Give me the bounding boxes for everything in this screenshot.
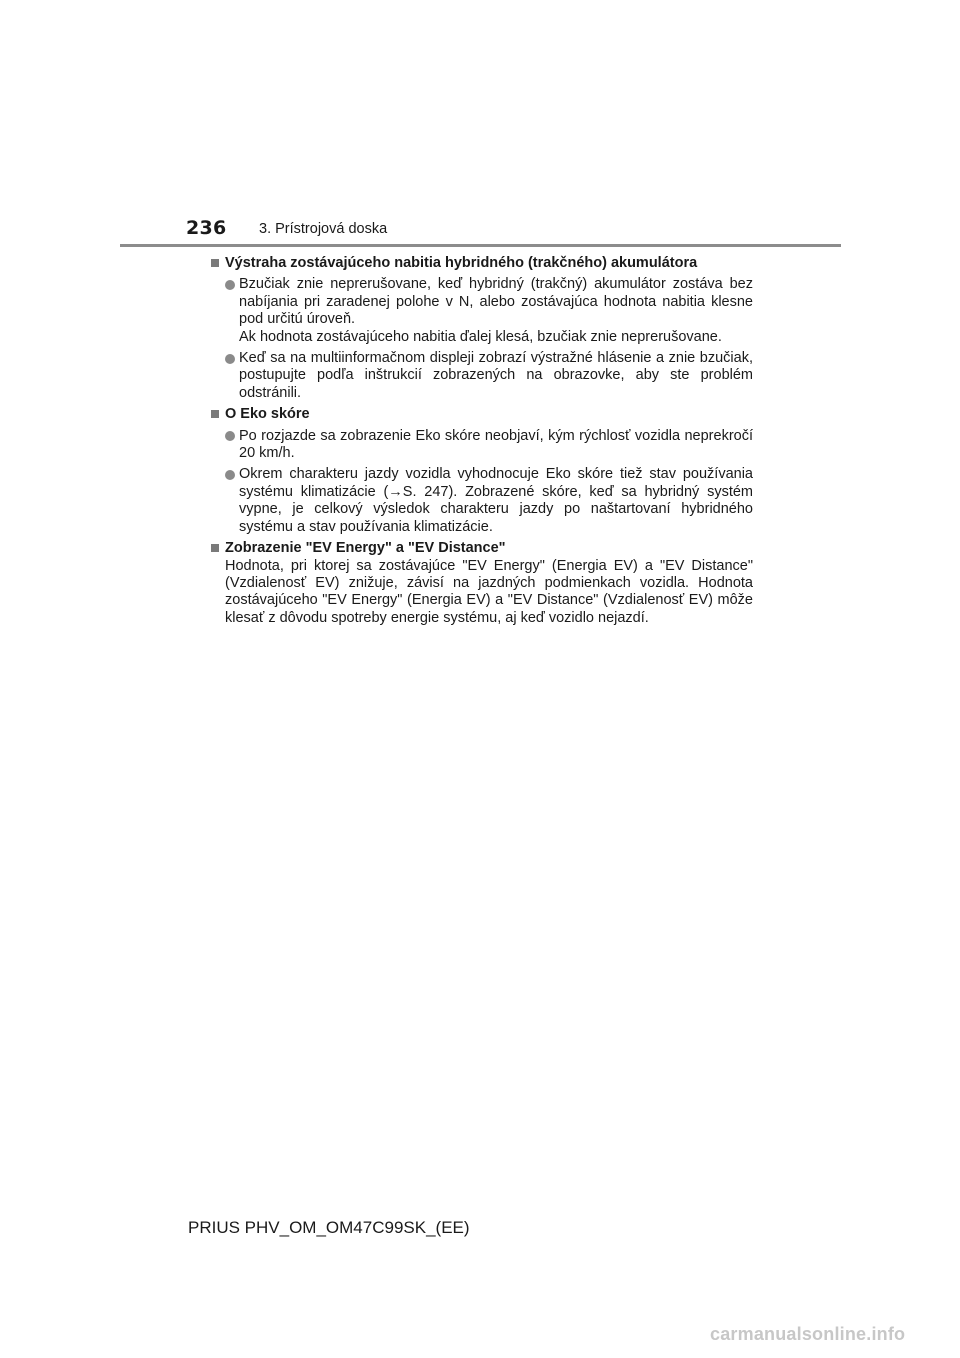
square-bullet-icon xyxy=(211,544,219,552)
bullet-text: Okrem charakteru jazdy vozidla vyhodnocuje Eko skóre tiež stav používania systému klimatizácie (→S. 247). Zobrazené skóre, keď sa hybridný systém vypne, je celkový výsledok charakteru jazdy po naštartovaní hybridného systému a stav používania klimatizácie. xyxy=(239,466,753,535)
circle-bullet-icon xyxy=(225,431,235,441)
bullet-text: Bzučiak znie neprerušovane, keď hybridný (trakčný) akumulátor zostáva bez nabíjania pri zaradenej polohe v N, alebo zostávajúca hodnota nabitia klesne pod určitú úroveň. xyxy=(239,276,753,328)
watermark: carmanualsonline.info xyxy=(710,1324,906,1344)
bullet-text: Keď sa na multiinformačnom displeji zobrazí výstražné hlásenie a znie bzučiak, postupujte podľa inštrukcií zobrazených na obrazovke, aby ste problém odstránili. xyxy=(239,350,753,401)
circle-bullet-icon xyxy=(225,470,235,480)
bullet-item xyxy=(211,466,753,536)
bullet-text: Ak hodnota zostávajúceho nabitia ďalej klesá, bzučiak znie neprerušovane. xyxy=(239,328,722,345)
section-heading: Výstraha zostávajúceho nabitia hybridného (trakčného) akumulátora xyxy=(211,255,753,272)
square-bullet-icon xyxy=(211,410,219,418)
paragraph-text: Hodnota, pri ktorej sa zostávajúce "EV Energy" (Energia EV) a "EV Distance" (Vzdialenosť EV) znižuje, závisí na jazdných podmienkach vozidla. Hodnota zostávajúceho "EV Energy" (Energia EV) a "EV Distance" (Vzdialenosť EV) môže klesať z dôvodu spotreby energie systému, aj keď vozidlo nejazdí. xyxy=(225,557,753,626)
bullet-item xyxy=(211,350,753,402)
section-heading: O Eko skóre xyxy=(211,406,753,423)
bullet-item xyxy=(211,428,753,463)
section-title: 3. Prístrojová doska xyxy=(259,221,388,237)
square-bullet-icon xyxy=(211,259,219,267)
circle-bullet-icon xyxy=(225,354,235,364)
page-number: 236 xyxy=(186,217,227,239)
bullet-text: Po rozjazde sa zobrazenie Eko skóre neobjaví, kým rýchlosť vozidla neprekročí 20 km/h. xyxy=(239,427,753,462)
section-heading: Zobrazenie "EV Energy" a "EV Distance" xyxy=(211,540,753,557)
header-rule xyxy=(120,244,841,247)
document-code: PRIUS PHV_OM_OM47C99SK_(EE) xyxy=(188,1218,470,1237)
bullet-item xyxy=(211,276,753,346)
circle-bullet-icon xyxy=(225,280,235,290)
paragraph xyxy=(211,558,753,628)
page-content xyxy=(211,253,753,627)
